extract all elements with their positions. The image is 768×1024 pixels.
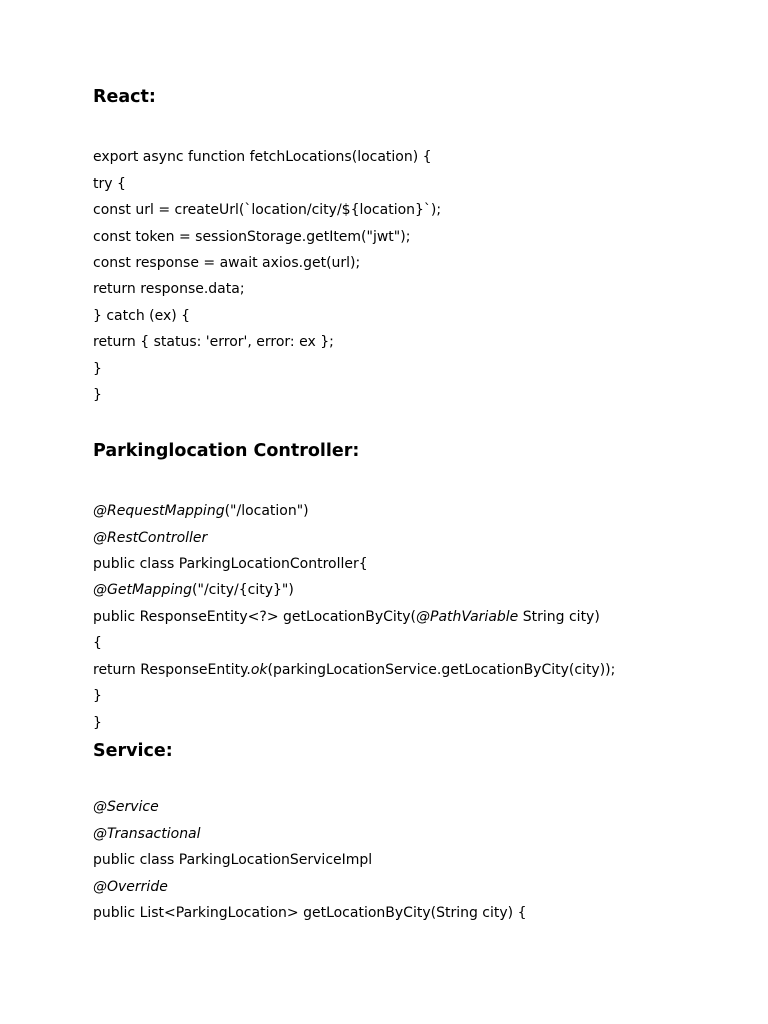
code-line: } [93,387,102,403]
code-line-open-brace: { [93,635,102,651]
code-line-close-brace: } [93,688,102,704]
code-italic-ok: ok [250,662,268,678]
code-line-method-decl: public List<ParkingLocation> getLocationByCity(String city) { [93,905,527,921]
code-line: const response = await axios.get(url); [93,255,361,271]
annotation-override: @Override [93,879,168,895]
code-line: const token = sessionStorage.getItem("jwt"); [93,229,411,245]
annotation-rest-controller: @RestController [93,530,208,546]
code-line: } catch (ex) { [93,308,191,324]
react-heading: React: [93,87,156,107]
code-line-class-decl: public class ParkingLocationServiceImpl [93,852,373,868]
code-text: ("/city/{city}") [192,582,294,598]
code-line: export async function fetchLocations(location) { [93,149,432,165]
code-line-class-decl: public class ParkingLocationController{ [93,556,368,572]
code-text: (parkingLocationService.getLocationByCity(city)); [267,662,616,678]
code-text: return ResponseEntity. [93,662,251,678]
code-line: const url = createUrl(`location/city/${location}`); [93,202,442,218]
code-line-get-mapping [93,581,294,599]
code-line-close-brace: } [93,715,102,731]
code-line-method-decl [93,608,600,626]
annotation-get-mapping: @GetMapping [93,582,193,598]
service-heading: Service: [93,741,173,761]
annotation-request-mapping: @RequestMapping [93,503,225,519]
code-line: return { status: 'error', error: ex }; [93,334,334,350]
annotation-path-variable: @PathVariable [416,609,519,625]
annotation-transactional: @Transactional [93,826,201,842]
code-line: } [93,361,102,377]
code-text: public ResponseEntity<?> getLocationByCity( [93,609,417,625]
code-line: try { [93,176,126,192]
code-text: String city) [518,609,600,625]
code-line: return response.data; [93,281,245,297]
annotation-service: @Service [93,799,159,815]
code-line-return [93,661,615,679]
controller-heading: Parkinglocation Controller: [93,441,360,461]
code-line-request-mapping [93,502,309,520]
code-text: ("/location") [224,503,309,519]
